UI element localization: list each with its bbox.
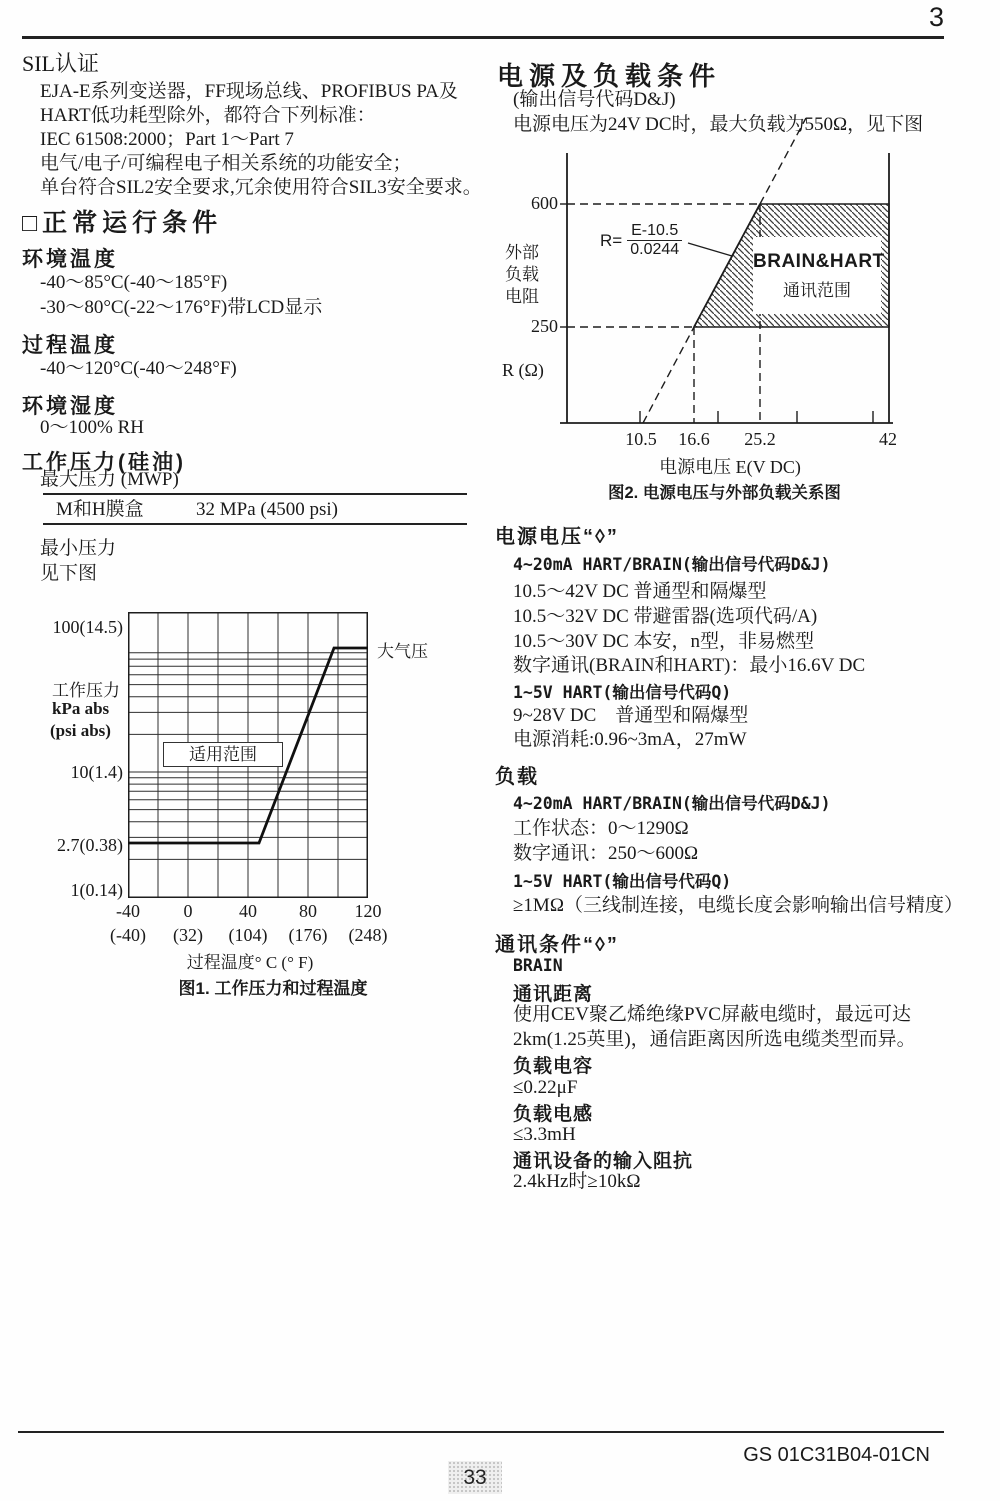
fig1-ytick-100: 100(14.5) bbox=[52, 617, 123, 637]
fig1-caption: 图1. 工作压力和过程温度 bbox=[178, 979, 368, 998]
heading-humidity: 环境湿度 bbox=[22, 395, 118, 418]
load-item: 4~20mA HART/BRAIN(输出信号代码D&J) bbox=[513, 794, 831, 813]
fig1-xtick-c: 120 bbox=[354, 901, 382, 921]
fig2-region-label-line1: BRAIN&HART bbox=[753, 251, 885, 272]
load-item: 1~5V HART(输出信号代码Q) bbox=[513, 872, 732, 891]
corner-page-number: 3 bbox=[928, 2, 944, 32]
fig1-xtick-c: -40 bbox=[116, 901, 140, 921]
supply-item: 10.5～42V DC 普通型和隔爆型 bbox=[513, 581, 767, 602]
fig1-ytick-10: 10(1.4) bbox=[70, 762, 123, 782]
fig2-region-label-box bbox=[753, 237, 885, 314]
fig1-ylabel-line3: (psi abs) bbox=[50, 721, 111, 740]
sil-line: 单台符合SIL2安全要求,冗余使用符合SIL3安全要求。 bbox=[40, 177, 482, 198]
heading-supply-voltage: 电源电压“◊” bbox=[495, 526, 619, 548]
table-rule-top bbox=[43, 493, 467, 495]
supply-item: 4~20mA HART/BRAIN(输出信号代码D&J) bbox=[513, 555, 831, 574]
fig1-ytick-1: 1(0.14) bbox=[70, 880, 123, 900]
footer-doc-number: GS 01C31B04-01CN bbox=[743, 1444, 930, 1466]
fig2-region-label-line2: 通讯范围 bbox=[783, 281, 851, 300]
comm-item: 负载电容 bbox=[513, 1056, 594, 1077]
fig2-formula-numerator: E-10.5 bbox=[631, 222, 679, 239]
fig1-xaxis-title: 过程温度° C (° F) bbox=[186, 953, 314, 972]
load-item: 工作状态：0～1290Ω bbox=[513, 818, 689, 839]
sil-line: EJA-E系列变送器，FF现场总线、PROFIBUS PA及 bbox=[40, 81, 458, 102]
see-figure-label: 见下图 bbox=[40, 563, 98, 584]
supply-item: 10.5～32V DC 带避雷器(选项代码/A) bbox=[513, 606, 818, 627]
supply-item: 数字通讯(BRAIN和HART)：最小16.6V DC bbox=[513, 655, 866, 676]
fig1-xtick-f: (176) bbox=[288, 925, 328, 945]
heading-load: 负载 bbox=[495, 766, 539, 788]
fig1-ytick-2-7: 2.7(0.38) bbox=[57, 835, 123, 855]
supply-item: 9~28V DC 普通型和隔爆型 bbox=[513, 705, 749, 726]
supply-item: 10.5～30V DC 本安，n型，非易燃型 bbox=[513, 631, 815, 652]
mwp-label: 最大压力 (MWP) bbox=[40, 469, 179, 490]
sil-line: HART低功耗型除外，都符合下列标准： bbox=[40, 105, 376, 126]
min-pressure-label: 最小压力 bbox=[40, 538, 117, 559]
fig2-formula-denominator: 0.0244 bbox=[627, 240, 682, 259]
supply-item: 1~5V HART(输出信号代码Q) bbox=[513, 683, 732, 702]
table-cell-capsule: M和H膜盒 bbox=[56, 499, 144, 520]
fig1-xtick-c: 80 bbox=[299, 901, 317, 921]
sil-line: IEC 61508:2000；Part 1～Part 7 bbox=[40, 129, 294, 150]
section-title-power-load: 电源及负载条件 bbox=[497, 61, 722, 91]
fig2-xtick: 10.5 bbox=[625, 429, 657, 449]
supply-item: 电源消耗:0.96~3mA，27mW bbox=[513, 729, 747, 750]
sil-line: 电气/电子/可编程电子相关系统的功能安全； bbox=[40, 153, 412, 174]
fig2-formula bbox=[600, 222, 682, 259]
fig1-ylabel-line1: 工作压力 bbox=[52, 681, 120, 700]
process-temp-line: -40～120°C(-40～248°F) bbox=[40, 358, 237, 379]
fig1-ylabel-line2: kPa abs bbox=[52, 699, 110, 718]
power-line: (输出信号代码D&J) bbox=[513, 89, 676, 110]
comm-item: ≤0.22μF bbox=[513, 1077, 578, 1098]
load-item: 数字通讯：250～600Ω bbox=[513, 843, 699, 864]
fig1-atmospheric-label: 大气压 bbox=[377, 642, 428, 661]
fig2-xtick: 25.2 bbox=[744, 429, 776, 449]
heading-ambient-temp: 环境温度 bbox=[22, 248, 118, 271]
fig2-xaxis-title: 电源电压 E(V DC) bbox=[659, 457, 801, 477]
comm-item: 负载电感 bbox=[513, 1104, 594, 1125]
fig1-xtick-f: (-40) bbox=[110, 925, 146, 945]
fig2-xtick: 42 bbox=[879, 429, 897, 449]
fig1-xtick-c: 0 bbox=[183, 901, 193, 921]
comm-item: 2.4kHz时≥10kΩ bbox=[513, 1171, 641, 1192]
footer-rule bbox=[18, 1431, 944, 1433]
fig1-xtick-f: (32) bbox=[173, 925, 203, 945]
comm-item: ≤3.3mH bbox=[513, 1124, 576, 1145]
fig2-ylabel-line3: 电阻 bbox=[505, 287, 539, 306]
load-item: ≥1MΩ（三线制连接，电缆长度会影响输出信号精度） bbox=[513, 895, 963, 916]
heading-working-pressure: 工作压力(硅油) bbox=[22, 451, 186, 474]
comm-item: 使用CEV聚乙烯绝缘PVC屏蔽电缆时，最远可达 bbox=[513, 1004, 911, 1025]
fig1-xtick-c: 40 bbox=[239, 901, 257, 921]
comm-item: 2km(1.25英里)，通信距离因所选电缆类型而异。 bbox=[513, 1029, 916, 1050]
section-title-sil: SIL认证 bbox=[22, 51, 100, 76]
power-line: 电源电压为24V DC时，最大负载为550Ω，见下图 bbox=[513, 114, 924, 135]
comm-item: 通讯设备的输入阻抗 bbox=[513, 1151, 694, 1172]
ambient-temp-line: -30～80°C(-22～176°F)带LCD显示 bbox=[40, 297, 323, 318]
humidity-line: 0～100% RH bbox=[40, 417, 144, 438]
comm-item: BRAIN bbox=[513, 956, 563, 975]
fig2-xtick: 16.6 bbox=[678, 429, 710, 449]
comm-item: 通讯距离 bbox=[513, 984, 594, 1005]
sil-paragraph bbox=[40, 80, 482, 200]
fig2-caption: 图2. 电源电压与外部负载关系图 bbox=[608, 484, 841, 502]
header-rule bbox=[22, 36, 944, 39]
fig2-ylabel-line2: 负载 bbox=[505, 265, 539, 284]
fig1-applicable-range-box: 适用范围 bbox=[163, 742, 283, 767]
fig2-ytick-250: 250 bbox=[531, 316, 558, 336]
fig1-xtick-f: (104) bbox=[228, 925, 268, 945]
heading-process-temp: 过程温度 bbox=[22, 334, 118, 357]
heading-comm-conditions: 通讯条件“◊” bbox=[495, 934, 619, 956]
fig2-formula-prefix: R= bbox=[600, 230, 623, 250]
fig2-ytick-600: 600 bbox=[531, 193, 558, 213]
fig2-ylabel-unit: R (Ω) bbox=[502, 360, 544, 380]
table-rule-bottom bbox=[43, 523, 467, 525]
fig2-ylabel-line1: 外部 bbox=[505, 243, 539, 262]
table-cell-value: 32 MPa (4500 psi) bbox=[196, 499, 338, 520]
ambient-temp-line: -40～85°C(-40～185°F) bbox=[40, 272, 228, 293]
footer-page-number: 33 bbox=[448, 1461, 502, 1494]
fig1-xtick-f: (248) bbox=[348, 925, 388, 945]
section-title-normal-operating: □正常运行条件 bbox=[22, 209, 223, 237]
